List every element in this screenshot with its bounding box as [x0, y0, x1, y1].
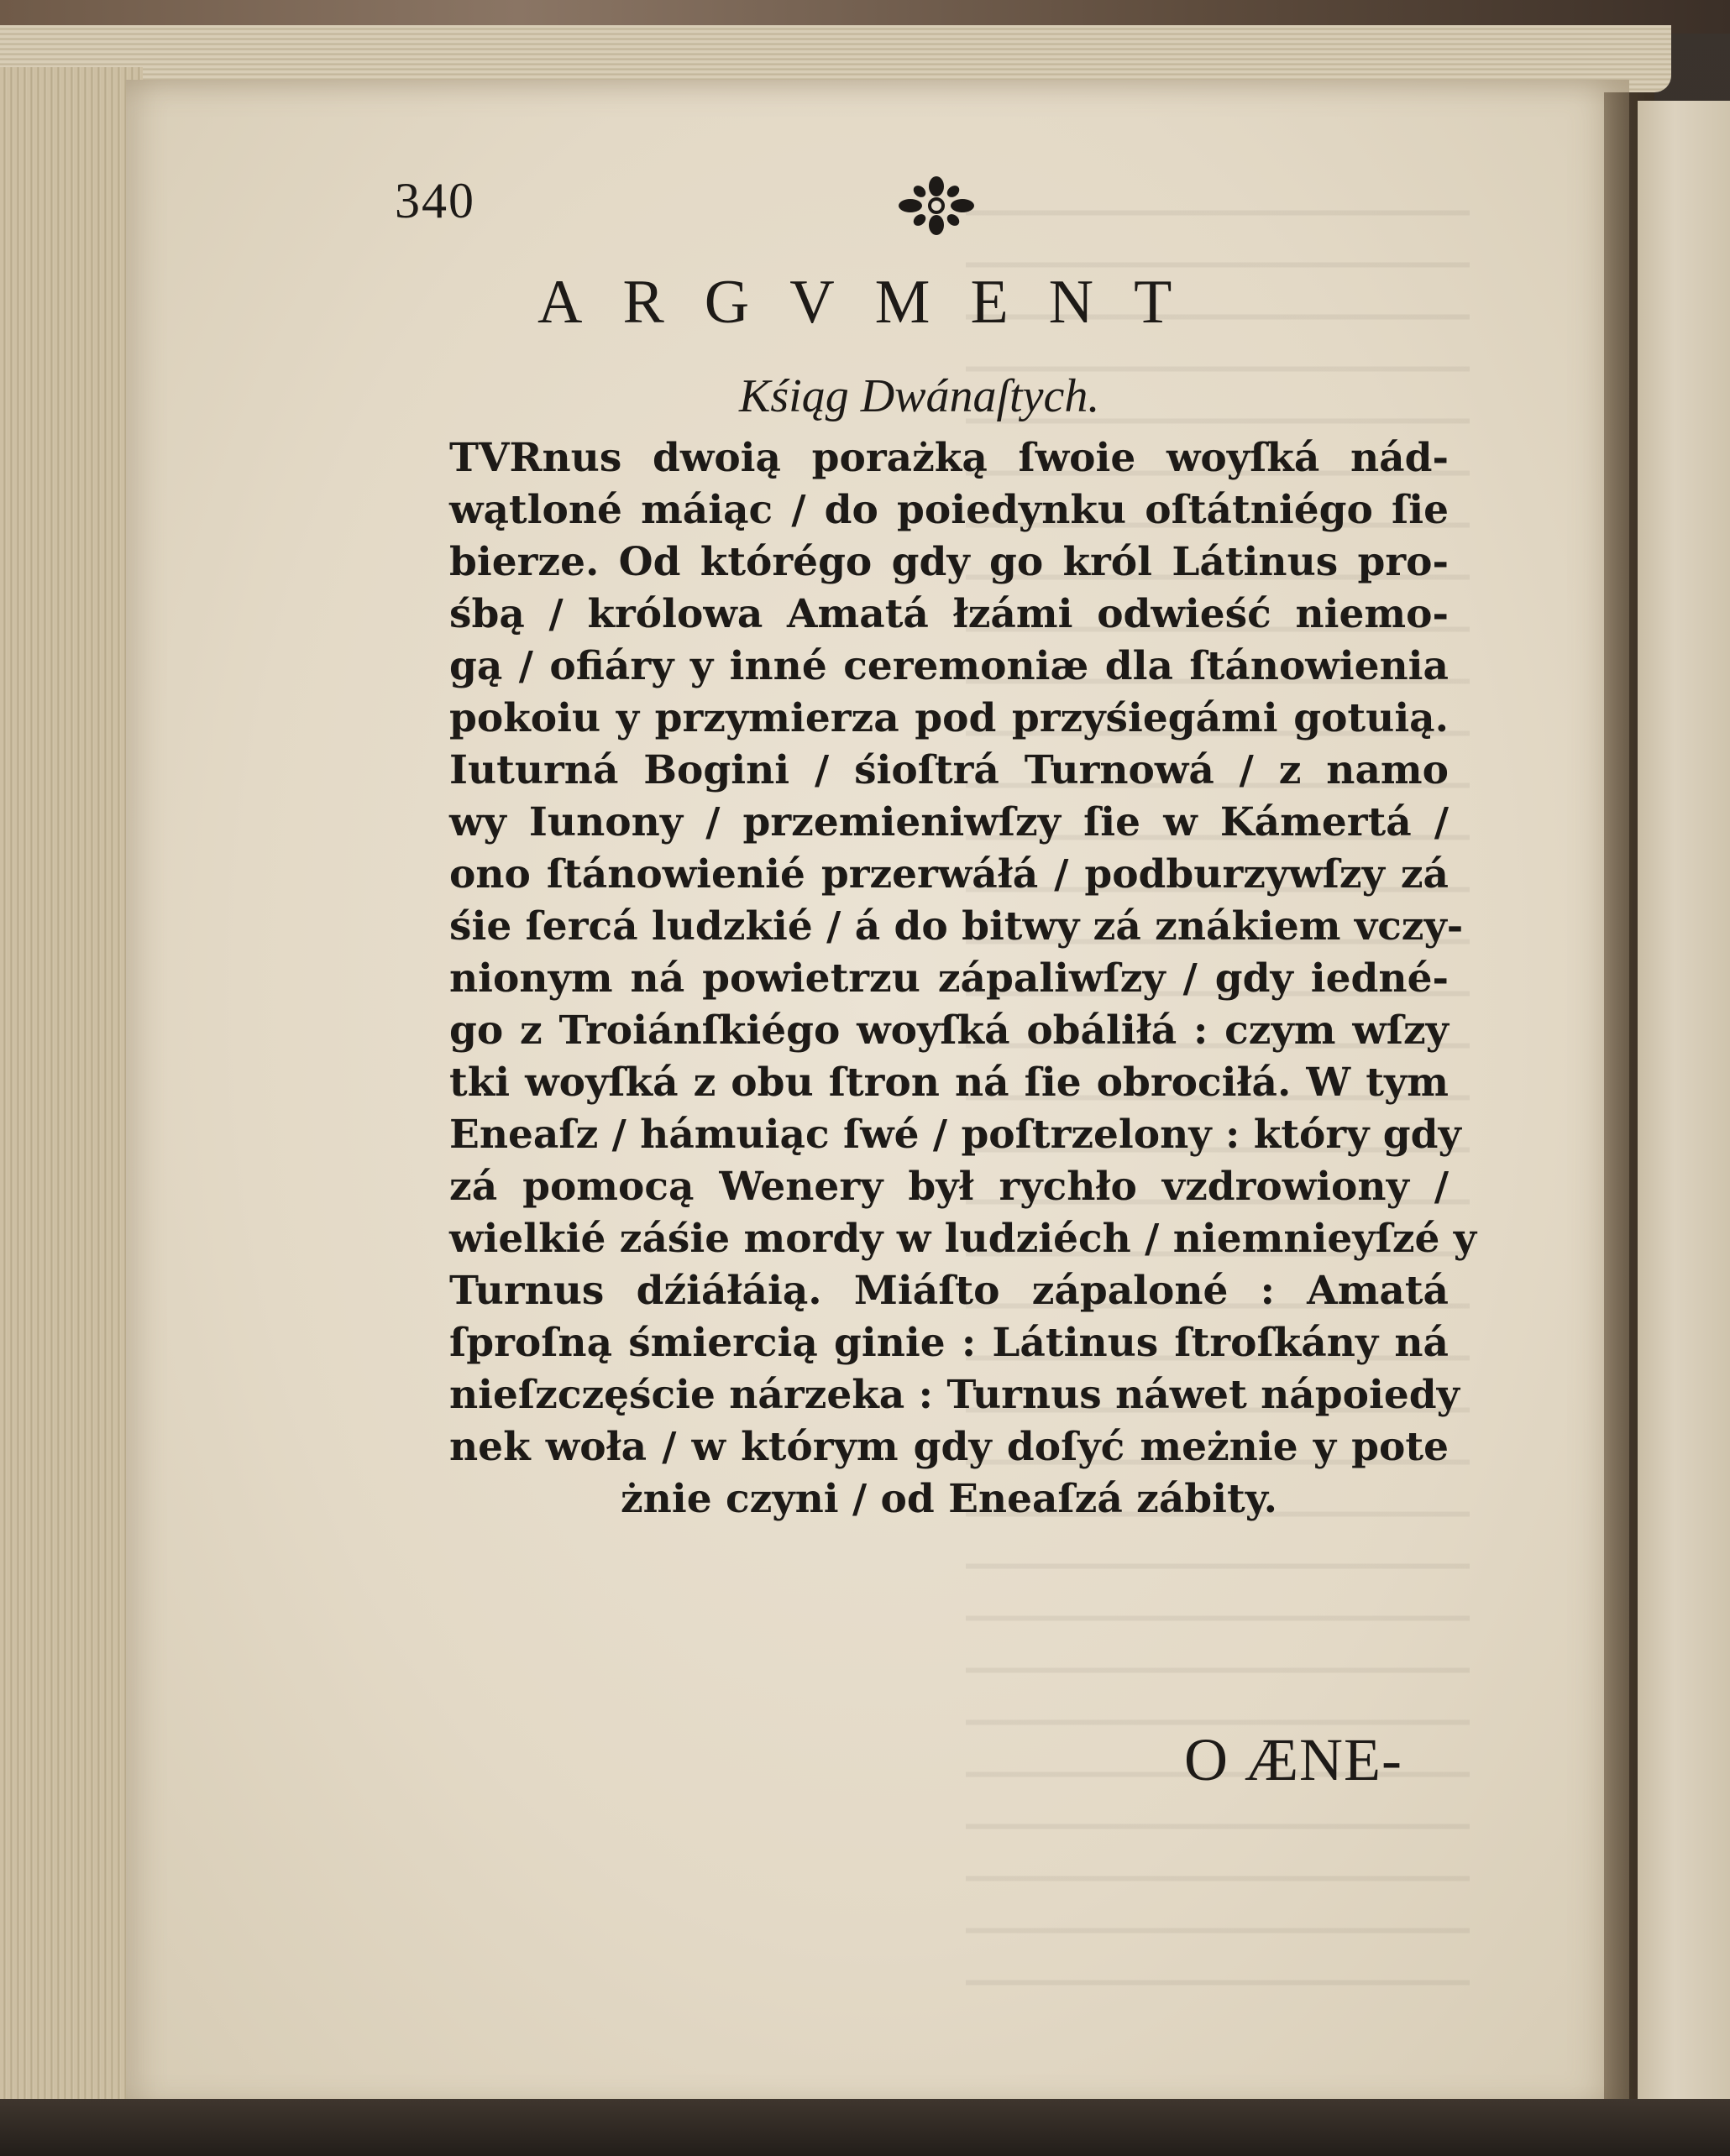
- page-title: ARGVMENT: [537, 268, 1213, 337]
- text-line: śbą / królowa Amatá łzámi odwieść niemo-: [449, 591, 1449, 637]
- text-line: pokoiu y przymierza pod przyśiegámi gotuią.: [449, 695, 1449, 741]
- text-line: śie ſercá ludzkié / á do bitwy zá znákiem vczy-: [449, 903, 1464, 950]
- page-subtitle: Kśiąg Dwánaſtych.: [739, 370, 1100, 422]
- page-number: 340: [395, 173, 475, 228]
- text-line: nek woła / w którym gdy doſyć meżnie y pote: [449, 1424, 1449, 1470]
- text-line: ono ſtánowienié przerwáłá / podburzywſzy zá: [449, 851, 1449, 897]
- text-line: tki woyſká z obu ſtron ná ſie obrociłá. W tym: [449, 1060, 1449, 1106]
- text-line: wątloné máiąc / do poiedynku oſtátniégo ſie: [449, 487, 1449, 533]
- text-line: TVRnus dwoią porażką ſwoie woyſká nád-: [449, 435, 1449, 481]
- text-line: Iuturná Bogini / śioſtrá Turnowá / z namo: [449, 747, 1449, 793]
- text-line-final: żnie czyni / od Eneaſzá zábity.: [620, 1476, 1278, 1522]
- text-line: zá pomocą Wenery był rychło vzdrowiony /: [449, 1164, 1449, 1210]
- page-stack-left-edge: [0, 67, 143, 2107]
- text-line: gą / ofiáry y inné ceremoniæ dla ſtánowienia: [449, 643, 1449, 689]
- right-page-edge: [1638, 101, 1730, 2116]
- text-line: Eneaſz / hámuiąc ſwé / poſtrzelony : który gdy: [449, 1112, 1461, 1158]
- text-line: go z Troiánſkiégo woyſká obáliłá : czym wſzy: [449, 1007, 1449, 1054]
- bottom-background: [0, 2099, 1730, 2156]
- text-line: nionym ná powietrzu zápaliwſzy / gdy iedné-: [449, 955, 1449, 1002]
- text-line: wielkié záśie mordy w ludziéch / niemnieyſzé y: [449, 1216, 1477, 1262]
- argument-text: [449, 432, 1477, 1525]
- text-line: wy Iunony / przemieniwſzy ſie w Kámertá /: [449, 799, 1449, 845]
- text-line: Turnus dźiáłáią. Miáſto zápaloné : Amatá: [449, 1268, 1449, 1314]
- catchword: O ÆNE-: [1184, 1726, 1402, 1793]
- text-line: ſproſną śmiercią ginie : Látinus ſtroſkány ná: [449, 1320, 1449, 1366]
- text-line: bierze. Od którégo gdy go król Látinus pro-: [449, 539, 1449, 585]
- fleuron-icon: [899, 176, 974, 235]
- text-line: nieſzczęście nárzeka : Turnus náwet nápoiedy: [449, 1372, 1460, 1418]
